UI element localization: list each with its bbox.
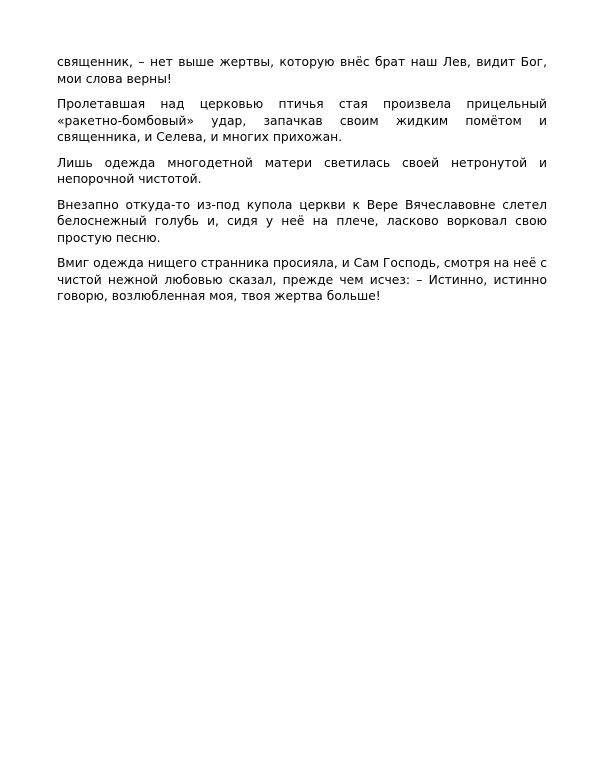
document-page — [57, 54, 547, 314]
paragraph: Пролетавшая над церковью птичья стая произвела прицельный «ракетно-бомбовый» удар, запачкав своим жидким помётом и священника, и Селева, и многих прихожан. — [57, 97, 547, 144]
paragraph: Вмиг одежда нищего странника просияла, и Сам Господь, смотря на неё с чистой нежной любовью сказал, прежде чем исчез: – Истинно, истинно говорю, возлюбленная моя, твоя жертва больше! — [57, 256, 547, 303]
paragraph: Внезапно откуда-то из-под купола церкви к Вере Вячеславовне слетел белоснежный голубь и, сидя у неё на плече, ласково ворковал свою простую песню. — [57, 197, 547, 245]
paragraph: Лишь одежда многодетной матери светилась своей нетронутой и непорочной чистотой. — [57, 155, 547, 186]
paragraph: священник, – нет выше жертвы, которую внёс брат наш Лев, видит Бог, мои слова верны! — [57, 55, 547, 86]
